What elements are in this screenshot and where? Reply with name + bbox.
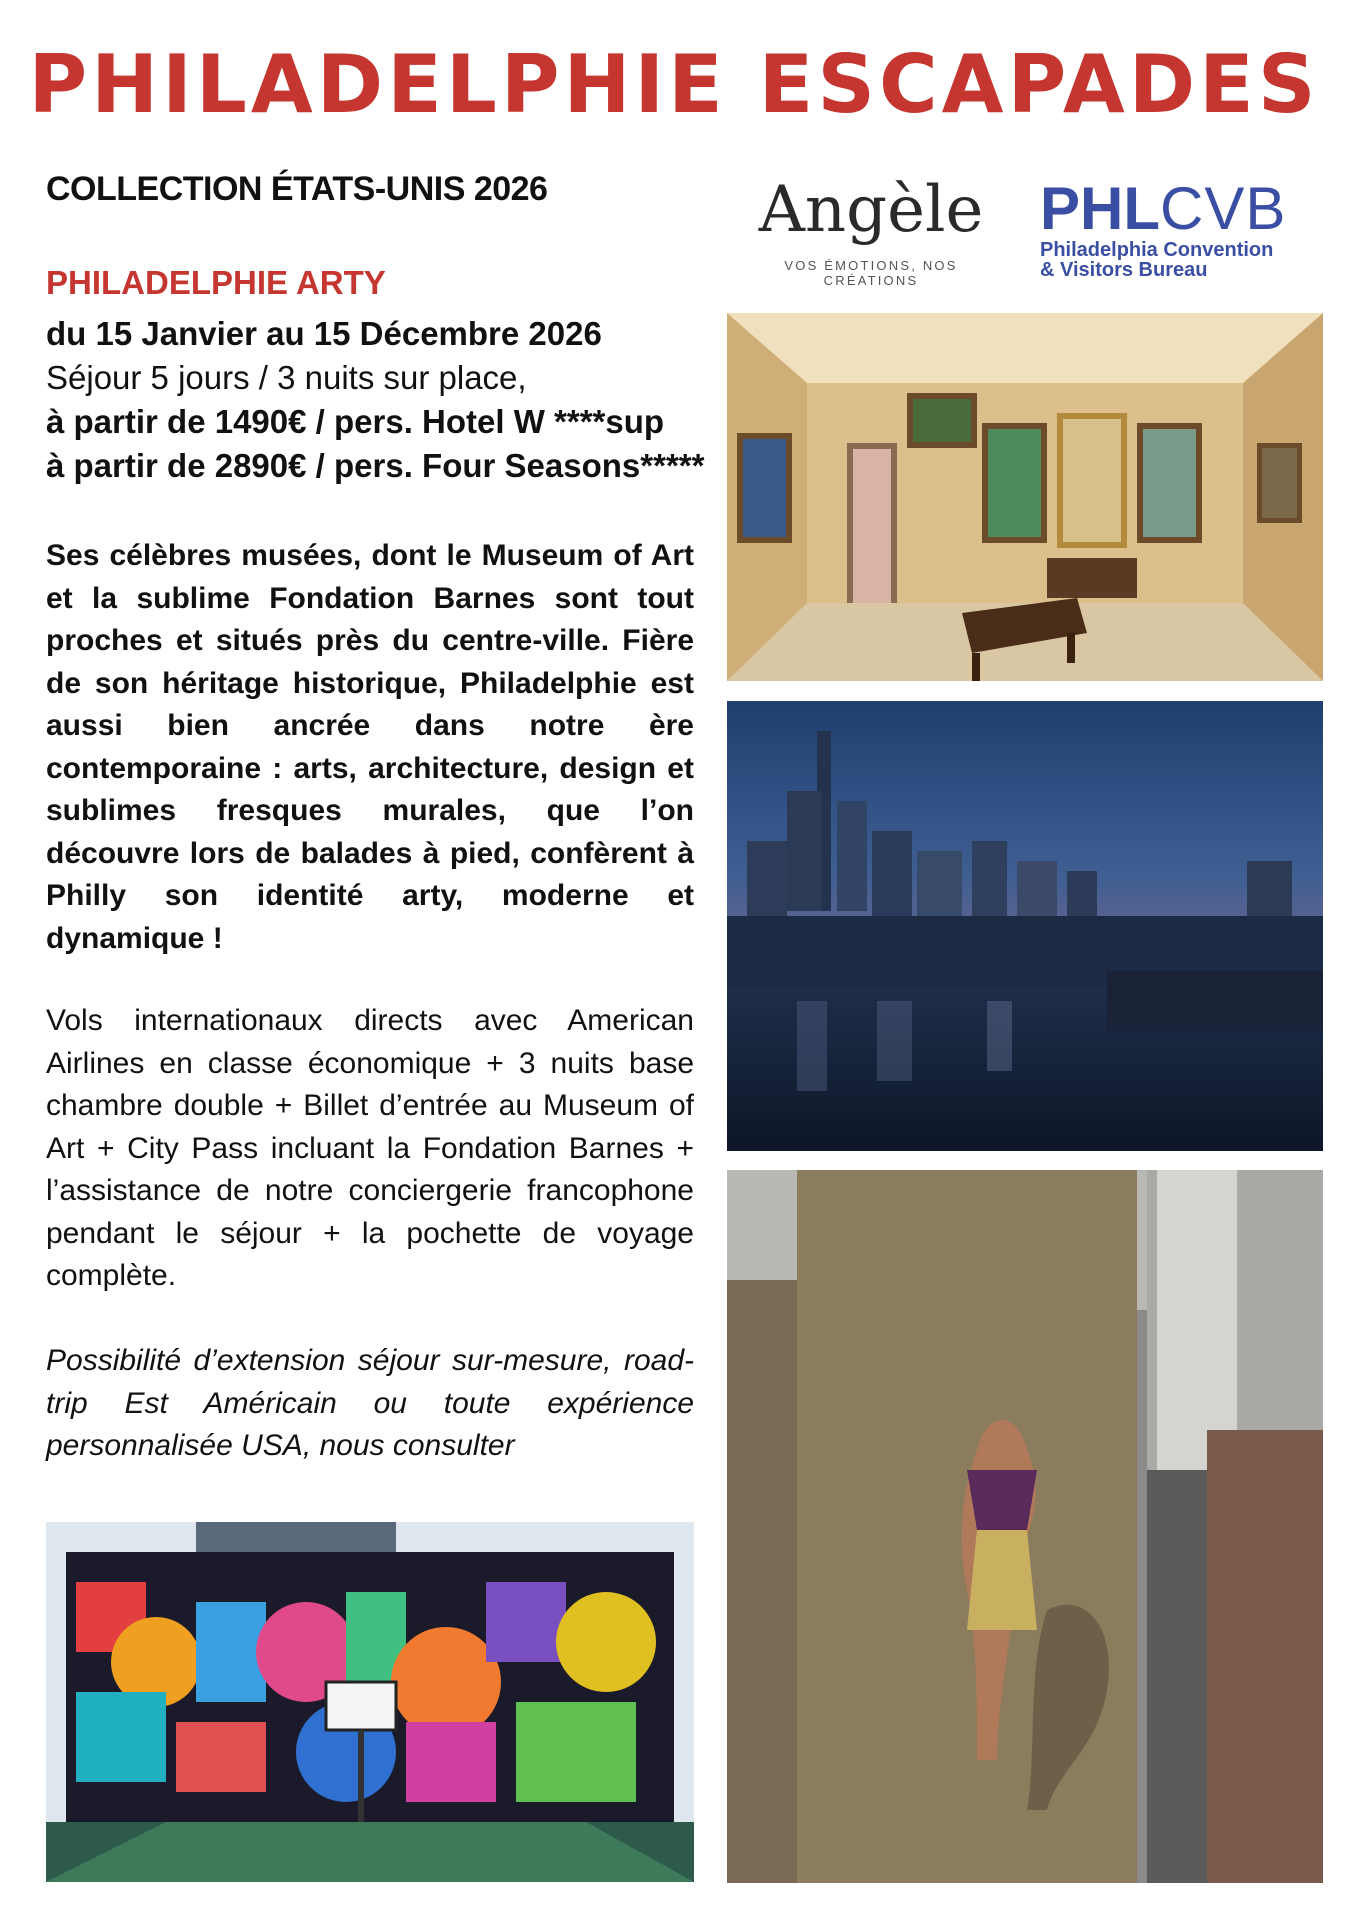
offer-price-w: à partir de 1490€ / pers. Hotel W ****sup xyxy=(46,403,665,440)
intro-paragraph: Ses célèbres musées, dont le Museum of Art et la sublime Fondation Barnes sont tout proches et situés près du centre-ville. Fière de son héritage historique, Philadelphie est aussi bien ancrée dans notre ère contemporaine : arts, architecture, design et sublimes fresques murales, que l’on découvre lors de balades à pied, confèrent à Philly son identité arty, moderne et dynamique ! xyxy=(46,539,694,955)
offer-stay: Séjour 5 jours / 3 nuits sur place, xyxy=(46,359,527,396)
skyline-photo xyxy=(727,701,1323,1151)
phlcvb-line2: & Visitors Bureau xyxy=(1040,259,1208,281)
included-paragraph: Vols internationaux directs avec American Airlines en classe économique + 3 nuits base chambre double + Billet d’entrée au Museum of Art + City Pass incluant la Fondation Barnes + l’assistance de notre conciergerie francophone pendant le séjour + la pochette de voyage complète. xyxy=(46,1004,694,1292)
cvb-text: CVB xyxy=(1160,175,1287,242)
phlcvb-wordmark xyxy=(1040,175,1290,242)
collection-heading: COLLECTION ÉTATS-UNIS 2026 xyxy=(46,170,548,208)
extension-paragraph: Possibilité d’extension séjour sur-mesure, road-trip Est Américain ou toute expérience personnalisée USA, nous consulter xyxy=(46,1344,694,1462)
angele-logo-wordmark: Angèle xyxy=(758,173,984,247)
phlcvb-line1: Philadelphia Convention xyxy=(1040,239,1274,261)
offer-price-four-seasons: à partir de 2890€ / pers. Four Seasons***** xyxy=(46,447,705,484)
phl-text: PHL xyxy=(1040,175,1160,242)
angele-logo-tagline: VOS ÉMOTIONS, NOS CRÉATIONS xyxy=(784,258,958,288)
court-mural-photo xyxy=(46,1522,694,1882)
page-title: PHILADELPHIE ESCAPADES xyxy=(28,38,1320,131)
museum-gallery-photo xyxy=(727,313,1323,681)
angele-logo xyxy=(735,170,1007,288)
offer-subtitle: PHILADELPHIE ARTY xyxy=(46,264,386,301)
offer-info xyxy=(46,312,705,488)
offer-dates: du 15 Janvier au 15 Décembre 2026 xyxy=(46,315,602,352)
mural-photo xyxy=(727,1170,1323,1883)
phlcvb-logo xyxy=(1040,175,1290,281)
